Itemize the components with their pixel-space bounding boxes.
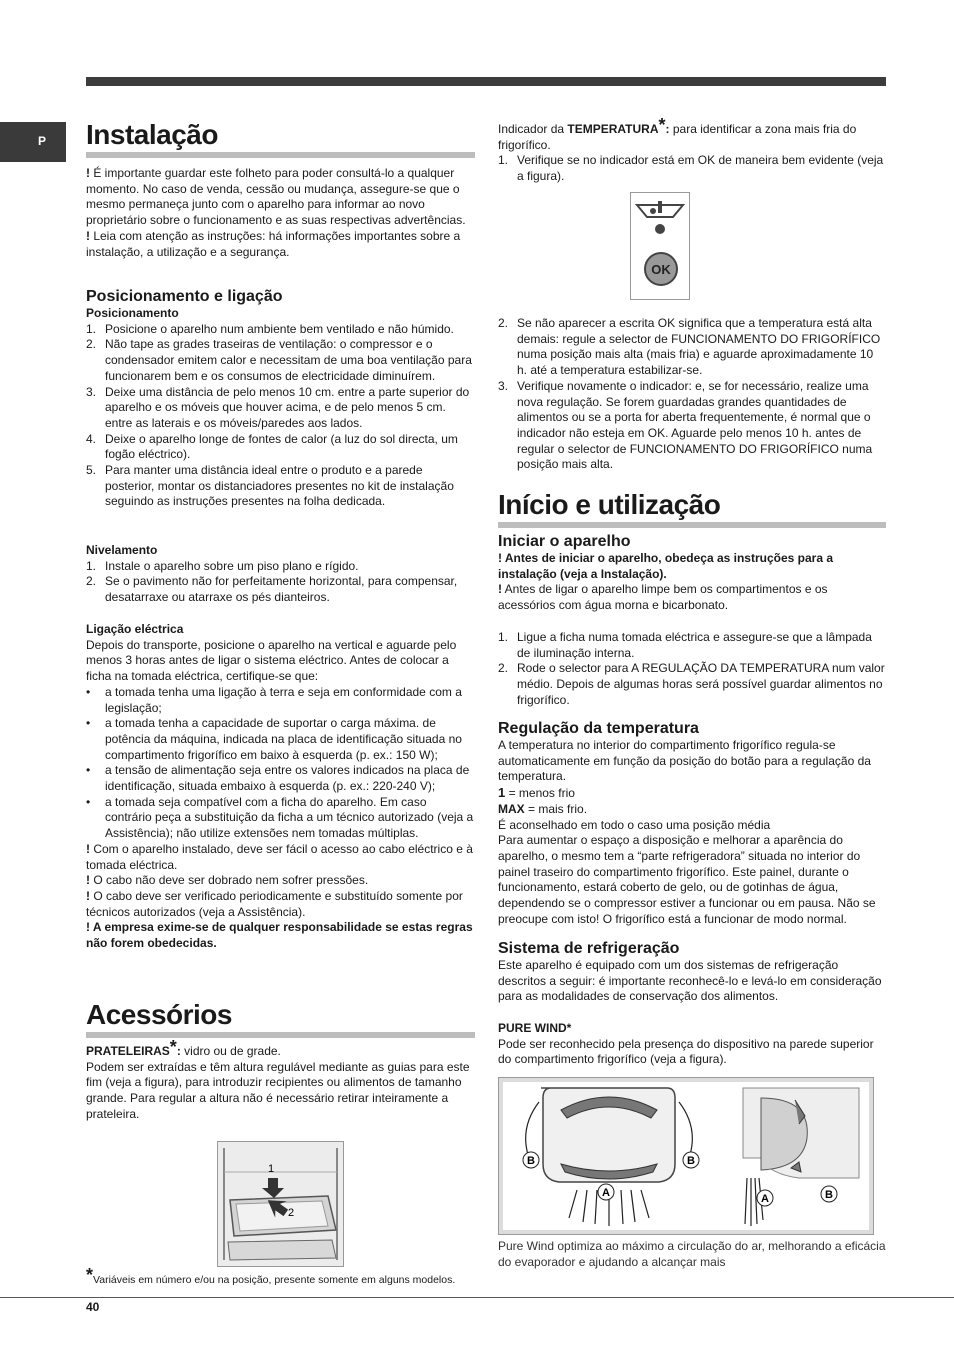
list-item: 4. Deixe o aparelho longe de fontes de calor (a luz do sol directa, um fogão eléctrico). [86, 431, 458, 462]
list-item: • a tomada tenha a capacidade de suportar o carga máxima. de potência da máquina, indicada na placa de identificação situada no compartimento frigorífico em baixo à esquerda (p. ex.: 150 W); [86, 716, 462, 762]
footer-rule [0, 1297, 954, 1298]
install-intro: ! É importante guardar este folheto para poder consultá-lo a qualquer momento. No caso de venda, cessão ou mudança, assegure-se que o mesmo permaneça junto com o aparelho para informar ao novo proprietário sobre o funcionamento e as suas respectivas advertências. ! Leia com atenção as instruções: há informações importantes sobre a instalação, a utilização e a segurança. [86, 166, 466, 259]
shelves-heading: PRATELEIRAS*: vidro ou de grade. [86, 1037, 281, 1058]
figure-link[interactable]: veja a figura [517, 153, 884, 184]
temperature-text: A temperatura no interior do compartimento frigorífico regula-se automaticamente em função da posição do botão para a regulação da temperatura. [498, 738, 871, 784]
pure-wind-illustration [499, 1078, 873, 1234]
list-item: 1. Ligue a ficha numa tomada eléctrica e assegure-se que a lâmpada de iluminação interna. [498, 630, 872, 660]
temperature-advice: É aconselhado em todo o caso uma posição média [498, 817, 771, 832]
language-tab [0, 122, 66, 162]
pure-wind-caption: Pure Wind optimiza ao máximo a circulação do ar, melhorando a eficácia do evaporador e ajudando a alcançar mais [498, 1239, 886, 1269]
electrical-intro: Depois do transporte, posicione o aparelho na vertical e aguarde pelo menos 3 horas antes de ligar o sistema eléctrico. Antes de colocar a ficha na tomada eléctrica, certifique-se que: [86, 637, 457, 684]
temperature-details: Para aumentar o espaço a disposição e melhorar a aparência do aparelho, o mesmo tem a “parte refrigeradora” situada no interior do painel traseiro do compartimento frigorífico. Este painel, durante o funcionamento, estará coberto de gelo, ou de gotinhas de água, dependendo se o compressor estiver a funcionar ou em pausa. Não se preocupe com isto! O frigorífico está a funcionar de modo normal. [498, 833, 876, 926]
top-rule [86, 77, 886, 86]
list-item: 1. Instale o aparelho sobre um piso plano e rígido. [86, 558, 359, 573]
use-title: Início e utilização [498, 488, 886, 528]
label-a-side: A [761, 1193, 769, 1205]
shelf-figure [217, 1141, 344, 1267]
list-item: 1. Posicione o aparelho num ambiente bem ventilado e não húmido. [86, 321, 454, 336]
temperature-indicator-text: Indicador da TEMPERATURA*: para identificar a zona mais fria do frigorífico. 1. Verifique se no indicador está em OK de maneira bem evidente (veja a figura). [498, 118, 886, 185]
pure-wind-text: Pode ser reconhecido pela presença do dispositivo na parede superior do compartimento frigorífico (veja a figura). [498, 1036, 874, 1067]
warning: ! O cabo deve ser verificado periodicamente e substituído somente por técnicos autorizados (veja a Assistência). [86, 888, 463, 919]
label-b-side: B [825, 1189, 833, 1201]
cooling-title: Sistema de refrigeração [498, 940, 680, 957]
electrical-list [86, 685, 475, 842]
list-item: 5. Para manter uma distância ideal entre o produto e a parede posterior, montar os distanciadores presentes no kit de instalação seguindo as instruções presentes na folha dedicada. [86, 463, 454, 509]
label-a: A [602, 1187, 610, 1199]
list-item: 3. Deixe uma distância de pelo menos 10 cm. entre a parte superior do aparelho e os móveis que houver acima, e de pelo menos 5 cm. entre as laterais e os móveis/paredes aos lados. [86, 384, 470, 430]
start-list [498, 630, 886, 709]
positioning-list [86, 322, 475, 510]
label-b-right: B [687, 1155, 695, 1167]
ok-indicator-illustration [631, 193, 689, 299]
list-item: 1. Verifique se no indicador está em OK de maneira bem evidente (veja a figura). [498, 153, 884, 184]
warning: ! A empresa exime-se de qualquer responsabilidade se estas regras não forem obedecidas. [86, 920, 473, 951]
pure-wind-title: PURE WIND* [498, 1021, 572, 1035]
leveling-subtitle: Nivelamento [86, 543, 158, 557]
temperature-title: Regulação da temperatura [498, 720, 699, 737]
warning: ! Com o aparelho instalado, deve ser fácil o acesso ao cabo eléctrico e à tomada eléctrica. [86, 841, 473, 872]
list-item: 2. Não tape as grades traseiras de ventilação: o compressor e o condensador emitem calor e necessitam de uma boa ventilação para funcionarem bem e os consumos de electricidade diminuírem. [86, 337, 472, 383]
warning: ! Antes de ligar o aparelho limpe bem os compartimentos e os acessórios com água morna e bicarbonato. [498, 582, 828, 613]
temperature-indicator-figure [630, 192, 690, 300]
cooling-text: Este aparelho é equipado com um dos sistemas de refrigeração descritos a seguir: é importante reconhecê-lo e levá-lo em consideração para as modalidades de conservação dos alimentos. [498, 958, 882, 1004]
indicator-list [498, 316, 886, 473]
page-number: 40 [86, 1300, 100, 1314]
list-item: 3. Verifique novamente o indicador: e, se for necessário, realize uma nova regulação. Se forem guardadas grandes quantidades de alimentos ou se a porta for aberta frequentemente, é normal que o indicador não esteja em OK. Aguarde pelo menos 10 h. antes de regular o selector de FUNCIONAMENTO DO FRIGORÍFICO numa posição mais alta. [498, 378, 873, 472]
figure-link[interactable]: veja a figura [654, 1052, 720, 1067]
pure-wind-figure [498, 1077, 874, 1235]
shelves-description: Podem ser extraídas e têm altura regulável mediante as guias para este fim (veja a figura), para introduzir recipientes ou alimentos de tamanho grande. Para regular a altura não é necessário retirar inteiramente a prateleira. [86, 1059, 470, 1121]
figure-number-1: 1 [268, 1163, 275, 1175]
leveling-list [86, 559, 475, 606]
list-item: • a tomada tenha uma ligação à terra e seja em conformidade com a legislação; [86, 684, 462, 715]
start-title: Iniciar o aparelho [498, 533, 631, 550]
list-item: 2. Rode o selector para A REGULAÇÃO DA TEMPERATURA num valor médio. Depois de algumas horas será possível guardar alimentos no frigorífico. [498, 661, 885, 707]
positioning-subtitle: Posicionamento [86, 306, 179, 320]
warning: ! O cabo não deve ser dobrado nem sofrer pressões. [86, 873, 369, 888]
list-item: • a tomada seja compatível com a ficha do aparelho. Em caso contrário peça a substituição da ficha a um técnico autorizado (veja a Assistência); não utilize extensões nem tomadas múltiplas. [86, 794, 474, 841]
accessories-title: Acessórios [86, 998, 475, 1038]
footnote: *Variáveis em número e/ou na posição, presente somente em alguns modelos. [86, 1265, 456, 1286]
figure-link[interactable]: veja a figura [109, 1075, 175, 1090]
electrical-subtitle: Ligação eléctrica [86, 622, 184, 636]
list-item: 2. Se o pavimento não for perfeitamente horizontal, para compensar, desatarraxe ou atarraxe os pés dianteiros. [86, 574, 458, 605]
language-code: P [38, 134, 47, 148]
temperature-min: 1 = menos frio [498, 785, 575, 801]
ok-label: OK [651, 262, 671, 277]
list-item: 2. Se não aparecer a escrita OK significa que a temperatura está alta demais: regule a selector de FUNCIONAMENTO DO FRIGORÍFICO numa posição mais alta (mais fria) e aguarde aproximadamente 10 h. até a temperatura estabilizar-se. [498, 316, 881, 378]
shelf-illustration [218, 1142, 343, 1266]
install-title: Instalação [86, 118, 475, 158]
assistance-link[interactable]: veja a Assistência [105, 810, 474, 841]
label-b-left: B [527, 1155, 535, 1167]
temperature-max: MAX = mais frio. [498, 801, 588, 816]
list-item: • a tensão de alimentação seja entre os valores indicados na placa de identificação, situada embaixo à esquerda (p. ex.: 220-240 V); [86, 763, 470, 794]
figure-number-2: 2 [288, 1207, 295, 1219]
positioning-title: Posicionamento e ligação [86, 288, 283, 305]
warning: ! Antes de iniciar o aparelho, obedeça as instruções para a instalação (veja a Instalação). [498, 551, 834, 581]
